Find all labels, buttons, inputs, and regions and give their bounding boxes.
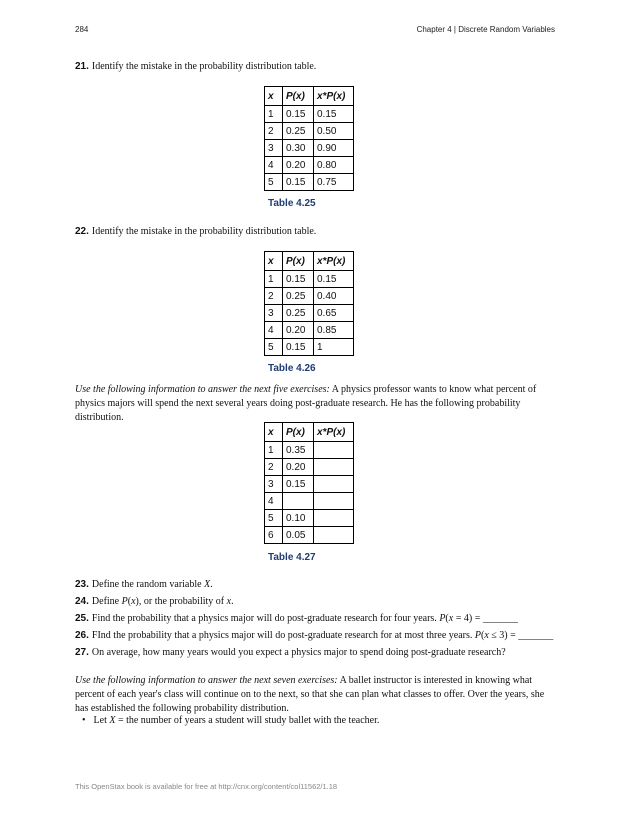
cell-x: 5 xyxy=(265,339,283,356)
exercise-text: On average, how many years would you expect a physics major to spend doing post-graduate research? xyxy=(91,647,506,658)
exercise-intro-ballet xyxy=(75,674,560,716)
header-x: x xyxy=(265,87,283,106)
exercise-text: ( xyxy=(445,613,449,624)
cell-xpx xyxy=(314,493,354,510)
exercise-text: Define the random variable xyxy=(91,579,205,590)
cell-x: 5 xyxy=(265,510,283,527)
bullet-item xyxy=(82,715,379,726)
cell-xpx: 0.75 xyxy=(314,174,354,191)
variable: x xyxy=(448,613,454,624)
bullet-icon: • xyxy=(82,715,86,726)
answer-blank: ≤ 3) = _______ xyxy=(488,630,554,641)
table-header-row xyxy=(265,423,354,442)
table-row xyxy=(265,527,354,544)
variable: x xyxy=(484,630,489,641)
cell-x: 2 xyxy=(265,288,283,305)
cell-xpx: 0.80 xyxy=(314,157,354,174)
cell-xpx: 0.85 xyxy=(314,322,354,339)
cell-px: 0.15 xyxy=(283,271,314,288)
exercise-22 xyxy=(75,225,560,239)
header-xpx: x*P(x) xyxy=(314,423,354,442)
table-row xyxy=(265,271,354,288)
page-number: 284 xyxy=(75,25,89,34)
table-row xyxy=(265,476,354,493)
cell-x: 5 xyxy=(265,174,283,191)
cell-x: 2 xyxy=(265,459,283,476)
variable: x xyxy=(226,596,232,607)
cell-px: 0.20 xyxy=(283,157,314,174)
exercise-text: . xyxy=(231,596,234,607)
table-caption: Table 4.27 xyxy=(268,552,316,563)
exercise-24 xyxy=(75,595,560,609)
exercise-number: 24. xyxy=(75,596,89,607)
cell-px: 0.30 xyxy=(283,140,314,157)
variable: X xyxy=(204,579,211,590)
variable: P xyxy=(121,596,128,607)
exercise-number: 22. xyxy=(75,226,89,237)
cell-x: 3 xyxy=(265,476,283,493)
table-4-26 xyxy=(264,251,354,356)
table-4-27 xyxy=(264,422,354,544)
table-row xyxy=(265,305,354,322)
table-row xyxy=(265,106,354,123)
exercise-text: . xyxy=(210,579,213,590)
intro-lead: Use the following information to answer the next five exercises: xyxy=(75,384,330,395)
cell-xpx: 0.15 xyxy=(314,106,354,123)
table-row xyxy=(265,442,354,459)
table-row xyxy=(265,174,354,191)
exercise-text: Identify the mistake in the probability distribution table. xyxy=(91,61,317,72)
table-row xyxy=(265,459,354,476)
cell-x: 1 xyxy=(265,442,283,459)
variable: P xyxy=(439,613,446,624)
header-xpx: x*P(x) xyxy=(314,87,354,106)
exercise-text: ), or the probability of xyxy=(135,596,227,607)
variable: x xyxy=(131,596,136,607)
exercise-number: 21. xyxy=(75,61,89,72)
exercise-26 xyxy=(75,629,560,643)
cell-x: 4 xyxy=(265,493,283,510)
exercise-text: ( xyxy=(127,596,132,607)
cell-xpx xyxy=(314,527,354,544)
cell-x: 2 xyxy=(265,123,283,140)
table-row xyxy=(265,322,354,339)
cell-x: 1 xyxy=(265,106,283,123)
exercise-27 xyxy=(75,646,560,660)
cell-px: 0.05 xyxy=(283,527,314,544)
cell-x: 1 xyxy=(265,271,283,288)
exercise-25 xyxy=(75,612,560,626)
cell-xpx: 1 xyxy=(314,339,354,356)
cell-px xyxy=(283,493,314,510)
header-px: P(x) xyxy=(283,423,314,442)
cell-px: 0.15 xyxy=(283,174,314,191)
cell-px: 0.20 xyxy=(283,459,314,476)
exercise-number: 23. xyxy=(75,579,89,590)
table-row xyxy=(265,140,354,157)
bullet-text: Let xyxy=(93,715,110,726)
exercise-number: 25. xyxy=(75,613,89,624)
table-row xyxy=(265,339,354,356)
cell-xpx xyxy=(314,510,354,527)
header-x: x xyxy=(265,252,283,271)
table-header-row xyxy=(265,87,354,106)
exercise-text: Find the probability that a physics major will do post-graduate research for four years. xyxy=(91,613,440,624)
cell-xpx xyxy=(314,442,354,459)
table-caption: Table 4.25 xyxy=(268,198,316,209)
table-row xyxy=(265,157,354,174)
exercise-23 xyxy=(75,578,560,592)
cell-px: 0.25 xyxy=(283,288,314,305)
cell-px: 0.10 xyxy=(283,510,314,527)
cell-px: 0.15 xyxy=(283,339,314,356)
table-caption: Table 4.26 xyxy=(268,363,316,374)
header-x: x xyxy=(265,423,283,442)
cell-x: 3 xyxy=(265,305,283,322)
cell-px: 0.20 xyxy=(283,322,314,339)
footer-notice: This OpenStax book is available for free at http://cnx.org/content/col11562/1.18 xyxy=(75,782,338,791)
exercise-intro-physics xyxy=(75,383,560,425)
cell-xpx xyxy=(314,476,354,493)
cell-xpx: 0.40 xyxy=(314,288,354,305)
cell-xpx: 0.90 xyxy=(314,140,354,157)
cell-px: 0.35 xyxy=(283,442,314,459)
table-row xyxy=(265,123,354,140)
exercise-text: ( xyxy=(480,630,485,641)
table-4-25 xyxy=(264,86,354,191)
chapter-header: Chapter 4 | Discrete Random Variables xyxy=(416,25,555,34)
intro-lead: Use the following information to answer the next seven exercises: xyxy=(75,675,338,686)
cell-xpx: 0.50 xyxy=(314,123,354,140)
exercise-number: 27. xyxy=(75,647,89,658)
cell-px: 0.25 xyxy=(283,305,314,322)
intro-text: A ballet instructor is interested in knowing what percent of each year's class will continue on to the next, so that she can plan what classes to offer. Over the years, she has established the following probability distribution. xyxy=(75,675,545,714)
exercise-21 xyxy=(75,60,560,74)
cell-x: 4 xyxy=(265,157,283,174)
cell-x: 3 xyxy=(265,140,283,157)
header-px: P(x) xyxy=(283,252,314,271)
table-row xyxy=(265,493,354,510)
exercise-number: 26. xyxy=(75,630,89,641)
variable: X xyxy=(109,715,116,726)
variable: P xyxy=(474,630,481,641)
cell-x: 4 xyxy=(265,322,283,339)
answer-blank: = 4) = _______ xyxy=(453,613,518,624)
cell-xpx: 0.65 xyxy=(314,305,354,322)
cell-xpx xyxy=(314,459,354,476)
cell-xpx: 0.15 xyxy=(314,271,354,288)
cell-px: 0.15 xyxy=(283,106,314,123)
table-row xyxy=(265,510,354,527)
bullet-text: = the number of years a student will study ballet with the teacher. xyxy=(115,715,380,726)
exercise-text: Define xyxy=(91,596,122,607)
cell-px: 0.15 xyxy=(283,476,314,493)
header-xpx: x*P(x) xyxy=(314,252,354,271)
intro-text: A physics professor wants to know what percent of physics majors will spend the next several years doing post-graduate research. He has the following probability distribution. xyxy=(75,384,537,423)
table-row xyxy=(265,288,354,305)
cell-x: 6 xyxy=(265,527,283,544)
exercise-text: Identify the mistake in the probability distribution table. xyxy=(91,226,317,237)
cell-px: 0.25 xyxy=(283,123,314,140)
header-px: P(x) xyxy=(283,87,314,106)
exercise-text: FInd the probability that a physics major will do post-graduate research for at most three years. xyxy=(91,630,475,641)
table-header-row xyxy=(265,252,354,271)
